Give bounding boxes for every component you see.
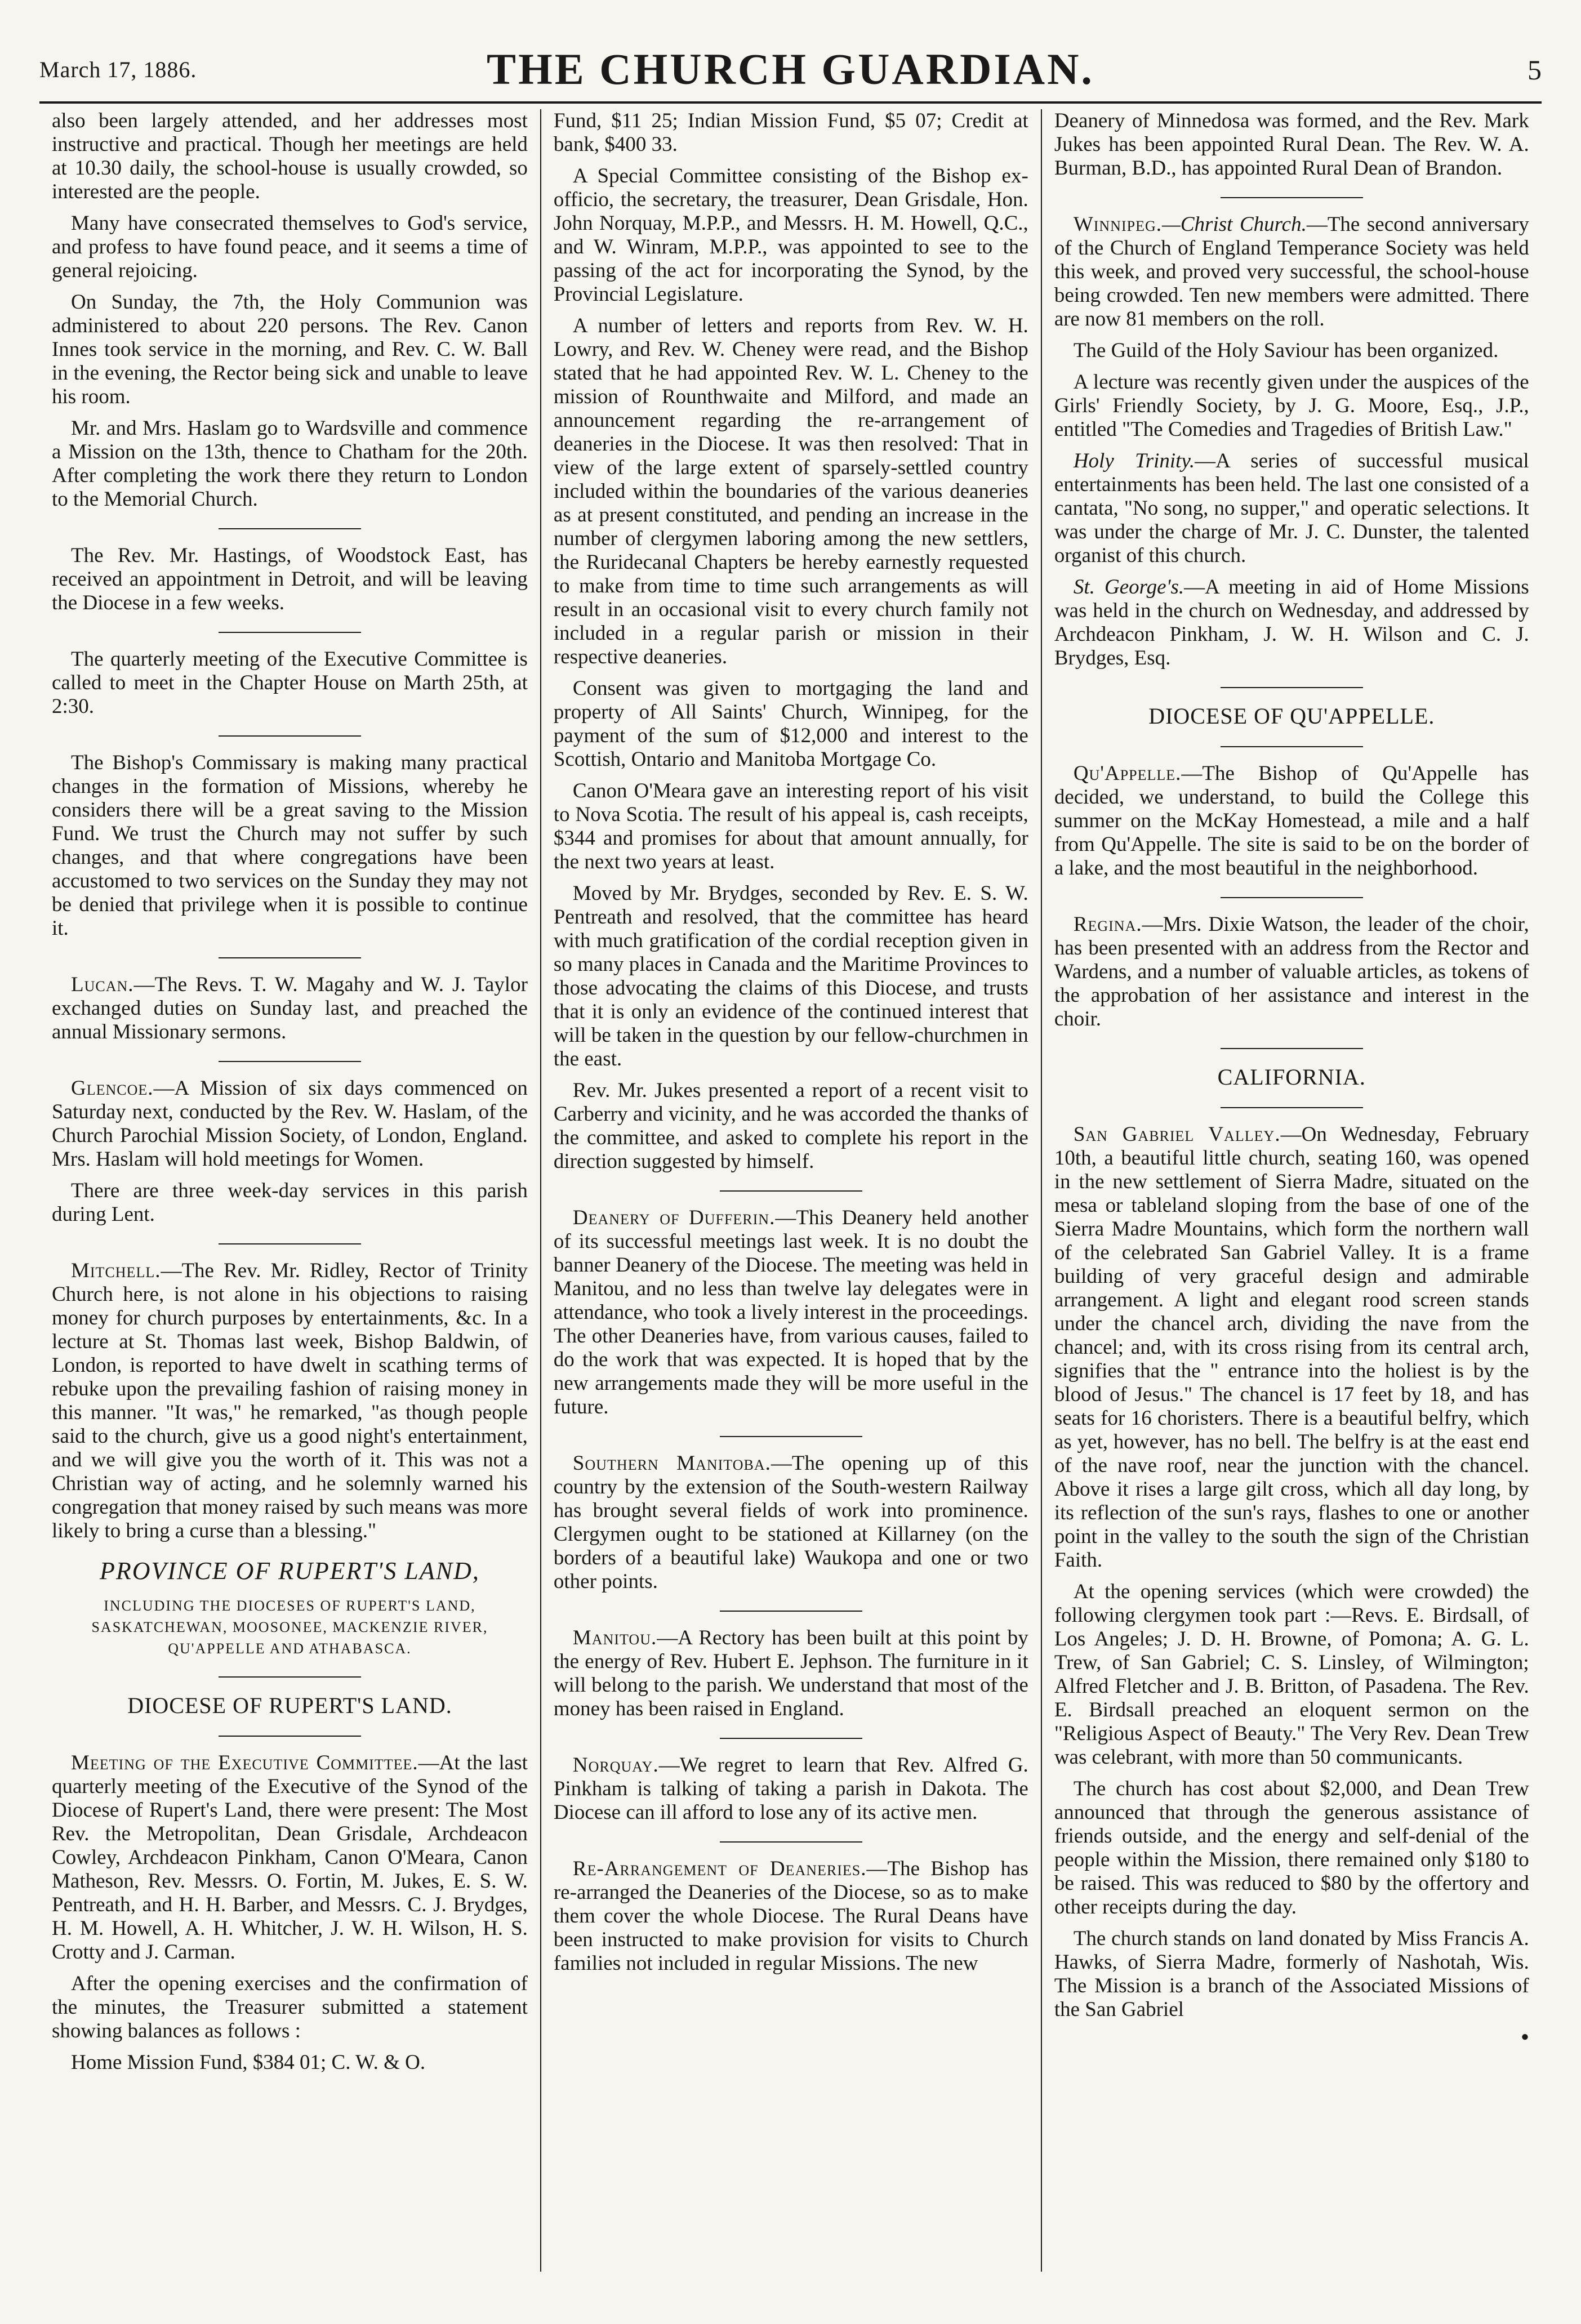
- issue-date: March 17, 1886.: [39, 57, 197, 82]
- article-heading: Winnipeg.: [1073, 213, 1162, 236]
- article-holy-trinity: [1054, 449, 1529, 568]
- section-heading-quappelle: DIOCESE OF QU'APPELLE.: [1148, 703, 1435, 729]
- article-subheading: —Christ Church.: [1161, 213, 1307, 236]
- article-quappelle: [1054, 762, 1529, 880]
- paragraph: Rev. Mr. Jukes presented a report of a recent visit to Carberry and vicinity, and he was accorded the thanks of the committee, and asked to complete his report in the direction suggested by himself.: [553, 1079, 1028, 1173]
- article-body: —A series of successful musical entertainments has been held. The last one consisted of a cantata, "No song, no supper," and operatic selections. It was under the charge of Mr. J. C. Dunster, the talented organist of this church.: [1054, 449, 1529, 567]
- column-1: [39, 109, 540, 2272]
- paragraph: A lecture was recently given under the auspices of the Girls' Friendly Society, by J. G. Moore, Esq., J.P., entitled "The Comedies and Tragedies of British Law.": [1054, 371, 1529, 441]
- paragraph: After the opening exercises and the confirmation of the minutes, the Treasurer submitted a statement showing balances as follows :: [52, 1972, 528, 2042]
- divider: [219, 528, 361, 529]
- divider: [219, 957, 361, 958]
- article-heading: Southern Manitoba.: [572, 1452, 771, 1475]
- paragraph: The church has cost about $2,000, and Dean Trew announced that through the generous assistance of friends outside, and the energy and self-denial of the people within the Mission, there remained only $180 to be raised. This was reduced to $80 by the offertory and other receipts during the day.: [1054, 1777, 1529, 1919]
- paragraph: Fund, $11 25; Indian Mission Fund, $5 07; Credit at bank, $400 33.: [553, 109, 1028, 156]
- article-heading: Re-Arrangement of Deaneries.: [572, 1857, 867, 1880]
- divider: [1221, 687, 1363, 688]
- article-heading: Mitchell.: [71, 1259, 161, 1282]
- article-body: —The Rev. Mr. Ridley, Rector of Trinity Church here, is not alone in his objections to raising money for church purposes by entertainments, &c. In a lecture at St. Thomas last week, Bishop Baldwin, of London, is reported to have dwelt in scathing terms of rebuke upon the prevailing fashion of raising money in this manner. "It was," he remarked, "as though people said to the church, give us a good night's entertainment, and we will give you the worth of it. This was not a Christian way of acting, and he solemnly warned his congregation that money raised by such means was more likely to bring a curse than a blessing.": [52, 1259, 528, 1542]
- article-heading: Deanery of Dufferin.: [572, 1206, 776, 1229]
- divider: [1221, 746, 1363, 747]
- divider: [720, 1841, 862, 1843]
- section-heading-california: CALIFORNIA.: [1217, 1064, 1366, 1090]
- paragraph: also been largely attended, and her addresses most instructive and practical. Though her meetings are held at 10.30 daily, the school-house is usually crowded, so interested are the people.: [52, 109, 528, 203]
- paragraph: The Guild of the Holy Saviour has been organized.: [1073, 339, 1499, 362]
- article-san-gabriel: [1054, 1123, 1529, 1572]
- article-heading: San Gabriel Valley.: [1073, 1123, 1281, 1146]
- divider: [219, 1736, 361, 1737]
- paragraph: The Rev. Mr. Hastings, of Woodstock East, has received an appointment in Detroit, and will be leaving the Diocese in a few weeks.: [52, 544, 528, 614]
- article-body: —We regret to learn that Rev. Alfred G. Pinkham is talking of taking a parish in Dakota. The Diocese can ill afford to lose any of its active men.: [553, 1754, 1028, 1824]
- section-heading-province: PROVINCE OF RUPERT'S LAND,: [99, 1557, 480, 1585]
- divider: [1221, 897, 1363, 898]
- paragraph: Canon O'Meara gave an interesting report of his visit to Nova Scotia. The result of his appeal is, cash receipts, $344 and promises for about that amount annually, for the next two years at least.: [553, 779, 1028, 873]
- article-mitchell: [52, 1259, 528, 1543]
- divider: [720, 1190, 862, 1192]
- divider: [1221, 1107, 1363, 1108]
- article-rearrangement: [554, 1857, 1028, 1975]
- divider: [720, 1611, 862, 1612]
- divider: [720, 1436, 862, 1437]
- page-number: 5: [1527, 54, 1542, 86]
- article-heading: Lucan.: [71, 973, 134, 996]
- paragraph: Consent was given to mortgaging the land and property of All Saints' Church, Winnipeg, for the payment of the sum of $12,000 and interest to the Scottish, Ontario and Manitoba Mortgage Co.: [553, 677, 1028, 771]
- paragraph: The Bishop's Commissary is making many practical changes in the formation of Missions, whereby he considers there will be a great saving to the Mission Fund. We trust the Church may not suffer by such changes, and that where congregations have been accustomed to two services on the Sunday they may not be denied that privilege when it is possible to continue it.: [52, 751, 528, 940]
- section-subheading: INCLUDING THE DIOCESES OF RUPERT'S LAND, SASKATCHEWAN, MOOSONEE, MACKENZIE RIVER, QU'APPELLE AND ATHABASCA.: [91, 1598, 488, 1657]
- divider: [219, 632, 361, 633]
- article-southern: [554, 1452, 1028, 1594]
- article-body: —At the last quarterly meeting of the Executive of the Synod of the Diocese of Rupert's Land, there were present: The Most Rev. the Metropolitan, Dean Grisdale, Archdeacon Cowley, Archdeacon Pinkham, Canon O'Meara, Canon Matheson, Rev. Messrs. O. Fortin, M. Jukes, E. S. W. Pentreath, and H. H. Barber, and Messrs. C. J. Brydges, H. M. Howell, A. H. Whitcher, J. W. H. Wilson, H. S. Crotty and J. Carman.: [52, 1751, 528, 1964]
- article-heading: Qu'Appelle.: [1073, 762, 1182, 785]
- article-body: —A meeting in aid of Home Missions was held in the church on Wednesday, and addressed by Archdeacon Pinkham, J. W. H. Wilson and C. J. Brydges, Esq.: [1054, 576, 1529, 670]
- article-lucan: [52, 973, 528, 1044]
- article-st-georges: [1054, 576, 1529, 670]
- article-winnipeg: [1054, 213, 1529, 331]
- article-meeting: [52, 1751, 528, 1964]
- divider: [1221, 1048, 1363, 1049]
- columns: [39, 109, 1542, 2272]
- column-3: [1041, 109, 1542, 2272]
- divider: [219, 1676, 361, 1678]
- article-heading: St. George's.: [1073, 576, 1184, 599]
- paragraph: A Special Committee consisting of the Bishop ex-officio, the secretary, the treasurer, Dean Grisdale, Hon. John Norquay, M.P.P., and Messrs. H. M. Howell, Q.C., and W. Winram, M.P.P., was appointed to see to the passing of the act for incorporating the Synod, by the Provincial Legislature.: [553, 164, 1028, 306]
- article-body: —This Deanery held another of its successful meetings last week. It is no doubt the banner Deanery of the Diocese. The meeting was held in Manitou, and no less than twelve lay delegates were in attendance, who took a lively interest in the proceedings. The other Deaneries have, from various causes, failed to do the work that was expected. It is hoped that by the new arrangements made they will be more useful in the future.: [553, 1206, 1028, 1419]
- paragraph: Many have consecrated themselves to God's service, and profess to have found peace, and it seems a time of general rejoicing.: [52, 212, 528, 282]
- article-heading: Meeting of the Executive Committee.: [71, 1751, 418, 1774]
- paragraph: At the opening services (which were crowded) the following clergymen took part :—Revs. E. Birdsall, of Los Angeles; J. D. H. Browne, of Pomona; A. G. L. Trew, of San Gabriel; C. S. Linsley, of Wilmington; Alfred Fletcher and J. B. Britton, of Pasadena. The Rev. E. Birdsall preached an eloquent sermon on the "Religious Aspect of Beauty." The Very Rev. Dean Trew was celebrant, with more than 50 communicants.: [1054, 1580, 1529, 1769]
- paragraph: The quarterly meeting of the Executive Committee is called to meet in the Chapter House on Marth 25th, at 2:30.: [52, 648, 528, 718]
- paragraph: Mr. and Mrs. Haslam go to Wardsville and commence a Mission on the 13th, thence to Chatham for the 20th. After completing the work there they return to London to the Memorial Church.: [52, 417, 528, 511]
- article-heading: Holy Trinity.: [1073, 449, 1195, 472]
- article-manitou: [554, 1626, 1028, 1721]
- article-body: —The Bishop has re-arranged the Deaneries of the Diocese, so as to make them cover the whole Diocese. The Rural Deans have been instructed to make provision for visits to Church families not included in regular Missions. The new: [553, 1857, 1028, 1975]
- section-heading-diocese: DIOCESE OF RUPERT'S LAND.: [127, 1693, 452, 1718]
- divider: [1221, 197, 1363, 198]
- article-body: —A Rectory has been built at this point by the energy of Rev. Hubert E. Jephson. The furniture in it will belong to the parish. We understand that most of the money has been raised in England.: [553, 1626, 1028, 1720]
- article-body: —A Mission of six days commenced on Saturday next, conducted by the Rev. W. Haslam, of the Church Parochial Mission Society, of London, England. Mrs. Haslam will hold meetings for Women.: [52, 1077, 528, 1171]
- divider: [219, 1061, 361, 1062]
- divider: [219, 1243, 361, 1244]
- article-heading: Norquay.: [572, 1754, 659, 1777]
- paragraph: On Sunday, the 7th, the Holy Communion was administered to about 220 persons. The Rev. Canon Innes took service in the morning, and Rev. C. W. Ball in the evening, the Rector being sick and unable to leave his room.: [52, 291, 528, 408]
- divider: [720, 1738, 862, 1739]
- paragraph: Home Mission Fund, $384 01; C. W. & O.: [71, 2051, 426, 2074]
- column-2: [540, 109, 1041, 2272]
- paragraph: There are three week-day services in this parish during Lent.: [52, 1179, 528, 1226]
- article-norquay: [554, 1754, 1028, 1825]
- article-heading: Regina.: [1073, 913, 1142, 936]
- article-body: —The Revs. T. W. Magahy and W. J. Taylor exchanged duties on Sunday last, and preached the annual Missionary sermons.: [52, 973, 528, 1043]
- article-body: —The second anniversary of the Church of England Temperance Society was held this week, and proved very successful, the school-house being crowded. Ten new members were admitted. There are now 81 members on the roll.: [1054, 213, 1529, 331]
- masthead: [39, 34, 1542, 104]
- article-body: —The opening up of this country by the extension of the South-western Railway has brought several fields of work into prominence. Clergymen ought to be stationed at Killarney (on the borders of a beautiful lake) Waukopa and one or two other points.: [553, 1452, 1028, 1593]
- newspaper-title: THE CHURCH GUARDIAN.: [487, 44, 1094, 93]
- article-body: —On Wednesday, February 10th, a beautiful little church, seating 160, was opened in the new settlement of Sierra Madre, situated on the mesa or tableland sloping from the base of one of the Sierra Madre Mountains, which form the northern wall of the celebrated San Gabriel Valley. It is a frame building of very graceful design and admirable arrangement. A light and elegant rood screen stands under the chancel arch, dividing the nave from the chancel; and, with its cross rising from its central arch, signifies that the " entrance into the holiest is by the blood of Jesus." The chancel is 17 feet by 18, and has seats for 16 choristers. There is a beautiful belfry, which as yet, however, has no bell. The belfry is at the east end of the nave roof, near the junction with the chancel. Above it rises a large gilt cross, which all day long, by its reflection of the sun's rays, flashes to one or another point in the valley to the south the sign of the Christian Faith.: [1054, 1123, 1529, 1572]
- bullet-icon: ●: [1521, 2029, 1529, 2044]
- article-body: —Mrs. Dixie Watson, the leader of the choir, has been presented with an address from the Rector and Wardens, and a number of valuable articles, as tokens of the approbation of her assistance and interest in the choir.: [1054, 913, 1529, 1031]
- article-glencoe: [52, 1077, 528, 1171]
- article-heading: Manitou.: [572, 1626, 657, 1649]
- paragraph: A number of letters and reports from Rev. W. H. Lowry, and Rev. W. Cheney were read, and the Bishop stated that he had appointed Rev. W. L. Cheney to the mission of Rounthwaite and Milford, and made an announcement regarding the re-arrangement of deaneries in the Diocese. It was then resolved: That in view of the large extent of sparsely-settled country included within the boundaries of the various deaneries as at present constituted, and pending an increase in the number of clergymen laboring among the new settlers, the Ruridecanal Chapters be hereby earnestly requested to make from time to time such arrangements as will result in an occasional visit to every church family not included in a regular parish or mission in their respective deaneries.: [553, 314, 1028, 668]
- article-heading: Glencoe.: [71, 1077, 154, 1100]
- paragraph: Deanery of Minnedosa was formed, and the Rev. Mark Jukes has been appointed Rural Dean. The Rev. W. A. Burman, B.D., has appointed Rural Dean of Brandon.: [1054, 109, 1529, 180]
- article-dufferin: [554, 1206, 1028, 1419]
- article-body: —The Bishop of Qu'Appelle has decided, we understand, to build the College this summer on the McKay Homestead, a mile and a half from Qu'Appelle. The site is said to be on the border of a lake, and the most beautiful in the neighborhood.: [1054, 762, 1529, 880]
- paragraph: The church stands on land donated by Miss Francis A. Hawks, of Sierra Madre, formerly of Nashotah, Wis. The Mission is a branch of the Associated Missions of the San Gabriel: [1054, 1927, 1529, 2021]
- divider: [219, 735, 361, 737]
- article-regina: [1054, 913, 1529, 1031]
- paragraph: Moved by Mr. Brydges, seconded by Rev. E. S. W. Pentreath and resolved, that the committee has heard with much gratification of the cordial reception given in so many places in Canada and the Maritime Provinces to those advocating the claims of this Diocese, and trusts that it is only an evidence of the continued interest that will be taken in the question by our fellow-churchmen in the east.: [553, 882, 1028, 1070]
